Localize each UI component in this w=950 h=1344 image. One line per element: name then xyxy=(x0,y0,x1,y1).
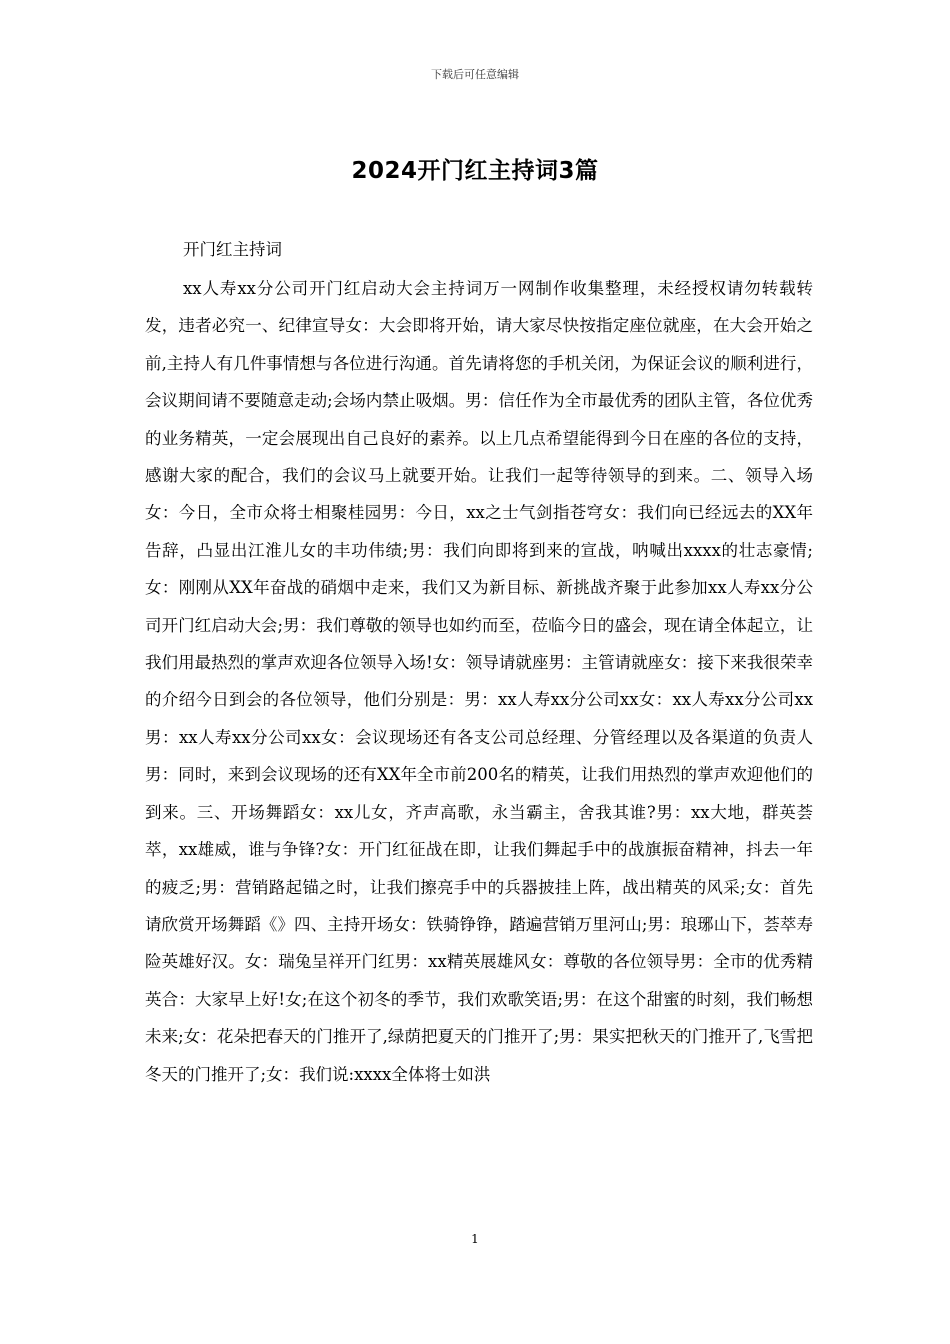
document-title: 2024开门红主持词3篇 xyxy=(351,158,599,184)
section-heading: 开门红主持词 xyxy=(183,240,282,259)
page-number: 1 xyxy=(471,1232,479,1246)
header-note: 下载后可任意编辑 xyxy=(431,68,519,81)
body-paragraph: xx人寿xx分公司开门红启动大会主持词万一网制作收集整理，未经授权请勿转载转发，违者必究一、纪律宣导女：大会即将开始，请大家尽快按指定座位就座，在大会开始之前,主持人有几件事情想与各位进行沟通。首先请将您的手机关闭，为保证会议的顺利进行，会议期间请不要随意走动;会场内禁止吸烟。男：信任作为全市最优秀的团队主管，各位优秀的业务精英，一定会展现出自己良好的素养。以上几点希望能得到今日在座的各位的支持，感谢大家的配合，我们的会议马上就要开始。让我们一起等待领导的到来。二、领导入场女：今日，全市众将士相聚桂园男：今日，xx之士气剑指苍穹女：我们向已经远去的XX年告辞，凸显出江淮儿女的丰功伟绩;男：我们向即将到来的宣战，呐喊出xxxx的壮志豪情;女：刚刚从XX年奋战的硝烟中走来，我们又为新目标、新挑战齐聚于此参加xx人寿xx分公司开门红启动大会;男：我们尊敬的领导也如约而至，莅临今日的盛会，现在请全体起立，让我们用最热烈的掌声欢迎各位领导入场!女：领导请就座男：主管请就座女：接下来我很荣幸的介绍今日到会的各位领导，他们分别是：男：xx人寿xx分公司xx女：xx人寿xx分公司xx男：xx人寿xx分公司xx女：会议现场还有各支公司总经理、分管经理以及各渠道的负责人男：同时，来到会议现场的还有XX年全市前200名的精英，让我们用热烈的掌声欢迎他们的到来。三、开场舞蹈女：xx儿女，齐声高歌，永当霸主，舍我其谁?男：xx大地，群英荟萃，xx雄威，谁与争锋?女：开门红征战在即，让我们舞起手中的战旗振奋精神，抖去一年的疲乏;男：营销路起锚之时，让我们擦亮手中的兵器披挂上阵，战出精英的风采;女：首先请欣赏开场舞蹈《》四、主持开场女：铁骑铮铮，踏遍营销万里河山;男：琅琊山下，荟萃寿险英雄好汉。女：瑞兔呈祥开门红男：xx精英展雄风女：尊敬的各位领导男：全市的优秀精英合：大家早上好!女;在这个初冬的季节，我们欢歌笑语;男：在这个甜蜜的时刻，我们畅想未来;女：花朵把春天的门推开了,绿荫把夏天的门推开了;男：果实把秋天的门推开了,飞雪把冬天的门推开了;女：我们说:xxxx全体将士如洪 xyxy=(145,279,813,1084)
